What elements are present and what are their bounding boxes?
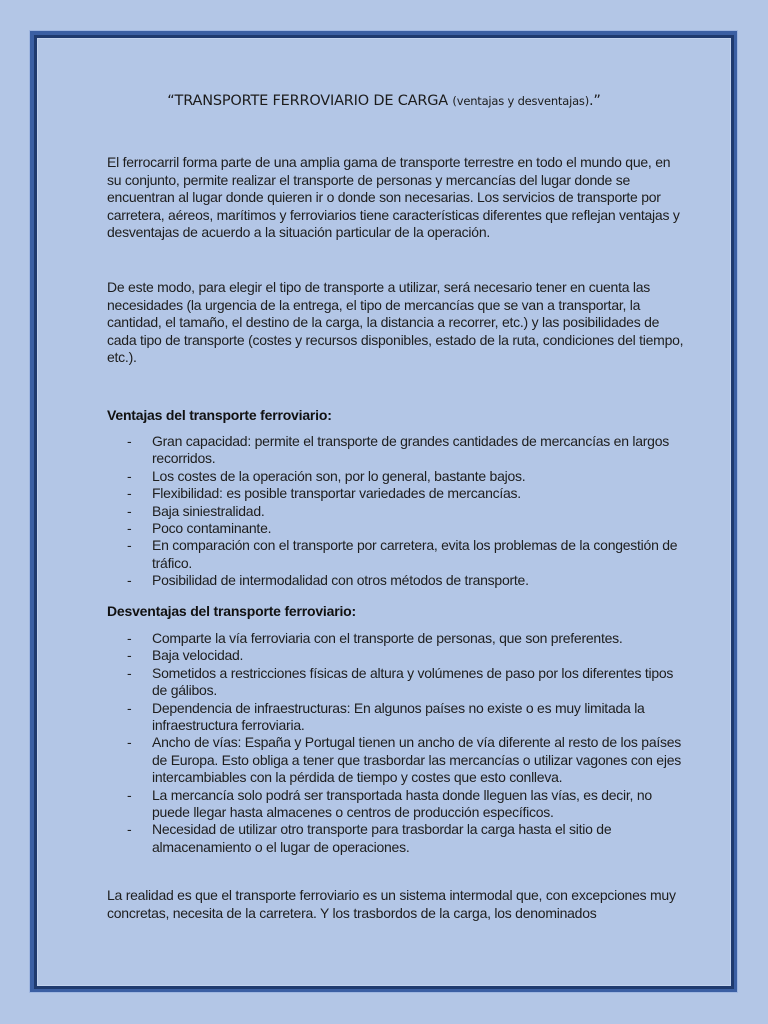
selection-paragraph: De este modo, para elegir el tipo de transporte a utilizar, será necesario tener en cuenta las necesidades (la urgencia de la entrega, el tipo de mercancías que se van a transportar, la cantidad, el tamaño, el destino de la carga, la distancia a recorrer, etc.) y las posibilidades de cada tipo de transporte (costes y recursos disponibles, estado de la ruta, condiciones del tiempo, etc.). [107,279,684,366]
intro-paragraph: El ferrocarril forma parte de una amplia gama de transporte terrestre en todo el mundo que, en su conjunto, permite realizar el transporte de personas y mercancías del lugar donde se encuentran al lugar donde quieren ir o donde son necesarias. Los servicios de transporte por carretera, aéreos, marítimos y ferroviarios tiene características diferentes que reflejan ventajas y desventajas de acuerdo a la situación particular de la operación. [107,154,680,241]
dash-bullet-icon: - [127,734,132,751]
closing-paragraph: La realidad es que el transporte ferroviario es un sistema intermodal que, con excepciones muy concretas, necesita de la carretera. Y los trasbordos de la carga, los denominados [107,887,676,921]
list-item [107,503,687,520]
title-subtitle: (ventajas y desventajas) [452,94,589,108]
dash-bullet-icon: - [127,502,132,519]
document-title [0,93,768,109]
list-item [107,537,687,572]
list-item [107,485,687,502]
ventajas-list [107,433,687,590]
title-main: “TRANSPORTE FERROVIARIO DE CARGA [167,93,448,109]
dash-bullet-icon: - [127,786,132,803]
list-item [107,433,687,468]
list-item-text: La mercancía solo podrá ser transportada hasta donde lleguen las vías, es decir, no puede llegar hasta almacenes o centros de producción específicos. [152,786,652,821]
dash-bullet-icon: - [127,821,132,838]
list-item [107,821,687,856]
list-item [107,572,687,589]
list-item-text: Los costes de la operación son, por lo general, bastante bajos. [152,467,526,484]
dash-bullet-icon: - [127,467,132,484]
list-item-text: Comparte la vía ferroviaria con el transporte de personas, que son preferentes. [152,630,623,646]
list-item-text: Poco contaminante. [152,520,272,537]
title-end: .” [589,93,601,109]
list-item-text: Ancho de vías: España y Portugal tienen un ancho de vía diferente al resto de los países de Europa. Esto obliga a tener que trasbordar las mercancías o utilizar vagones con ejes intercambiables con la pérdida de tiempo y costes que esto conlleva. [152,734,682,786]
dash-bullet-icon: - [127,520,132,537]
desventajas-list [107,630,687,856]
list-item [107,700,687,735]
dash-bullet-icon: - [127,433,132,449]
list-item [107,468,687,485]
list-item [107,734,687,786]
dash-bullet-icon: - [127,485,132,502]
list-item [107,665,687,700]
dash-bullet-icon: - [127,664,132,681]
dash-bullet-icon: - [127,630,132,646]
list-item-text: Baja velocidad. [152,647,244,664]
list-item-text: Flexibilidad: es posible transportar variedades de mercancías. [152,485,521,502]
list-item-text: En comparación con el transporte por carretera, evita los problemas de la congestión de tráfico. [152,537,678,571]
list-item-text: Posibilidad de intermodalidad con otros métodos de transporte. [152,572,529,589]
desventajas-heading: Desventajas del transporte ferroviario: [107,603,356,619]
dash-bullet-icon: - [127,699,132,716]
list-item-text: Dependencia de infraestructuras: En algunos países no existe o es muy limitada la infraestructura ferroviaria. [152,699,645,734]
list-item-text: Gran capacidad: permite el transporte de grandes cantidades de mercancías en largos recorridos. [152,433,670,467]
list-item-text: Baja siniestralidad. [152,502,265,519]
list-item-text: Necesidad de utilizar otro transporte para trasbordar la carga hasta el sitio de almacenamiento o el lugar de operaciones. [152,821,612,855]
list-item [107,630,687,647]
dash-bullet-icon: - [127,572,132,589]
list-item [107,520,687,537]
dash-bullet-icon: - [127,647,132,664]
list-item-text: Sometidos a restricciones físicas de altura y volúmenes de paso por los diferentes tipos de gálibos. [152,664,674,699]
list-item [107,787,687,822]
list-item [107,647,687,664]
ventajas-heading: Ventajas del transporte ferroviario: [107,407,332,423]
dash-bullet-icon: - [127,537,132,554]
